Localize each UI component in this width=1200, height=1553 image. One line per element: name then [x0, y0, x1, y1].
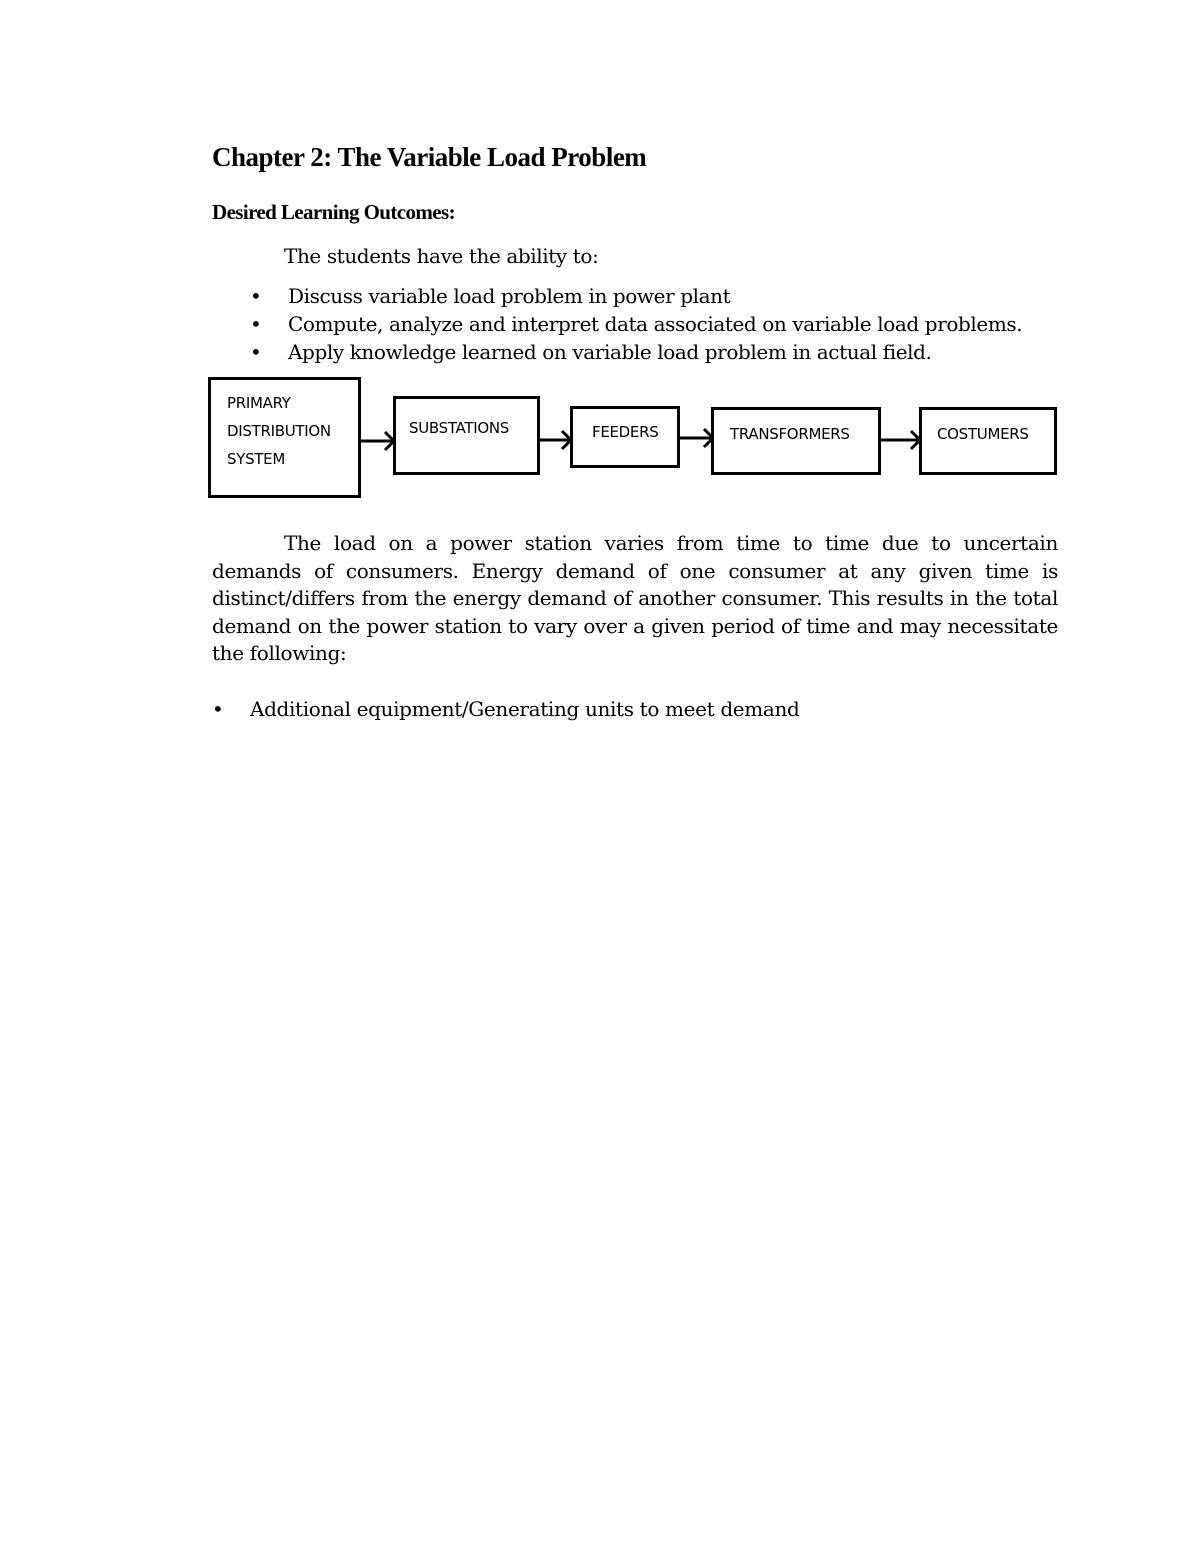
necessity-text: Additional equipment/Generating units to meet demand [250, 697, 800, 721]
bullet-icon: • [250, 312, 262, 336]
flow-box-label: TRANSFORMERS [730, 425, 850, 443]
arrow-right-icon [359, 427, 397, 455]
flow-box-label: FEEDERS [592, 423, 659, 441]
chapter-title: Chapter 2: The Variable Load Problem [212, 142, 647, 172]
flow-box-feeders [570, 406, 680, 468]
bullet-icon: • [212, 697, 224, 721]
outcomes-intro: The students have the ability to: [284, 244, 599, 268]
paragraph-load-variation: The load on a power station varies from time to time due to uncertain demands of consumers. Energy demand of one consumer at any given time is distinct/differs from the energy demand of another consumer. This results in the total demand on the power station to vary over a given period of time and may necessitate the following: [212, 531, 1058, 666]
flow-box-label: SUBSTATIONS [409, 419, 509, 437]
outcomes-list [250, 282, 1022, 366]
outcome-item [250, 338, 1022, 366]
bullet-icon: • [250, 340, 262, 364]
arrow-right-icon [538, 426, 574, 454]
flow-box-label: PRIMARY DISTRIBUTION SYSTEM [227, 394, 331, 468]
outcome-text: Compute, analyze and interpret data associated on variable load problems. [288, 312, 1023, 336]
flow-box-substations [393, 396, 540, 475]
outcome-text: Discuss variable load problem in power plant [288, 284, 731, 308]
flow-box-primary-distribution [208, 377, 361, 498]
outcome-text: Apply knowledge learned on variable load problem in actual field. [288, 340, 932, 364]
flow-box-transformers [711, 407, 881, 475]
flow-box-label: COSTUMERS [937, 425, 1029, 443]
bullet-icon: • [250, 284, 262, 308]
outcomes-heading: Desired Learning Outcomes: [212, 200, 455, 224]
outcome-item [250, 310, 1022, 338]
arrow-right-icon [879, 426, 923, 454]
flow-box-costumers [919, 407, 1057, 475]
outcome-item [250, 282, 1022, 310]
